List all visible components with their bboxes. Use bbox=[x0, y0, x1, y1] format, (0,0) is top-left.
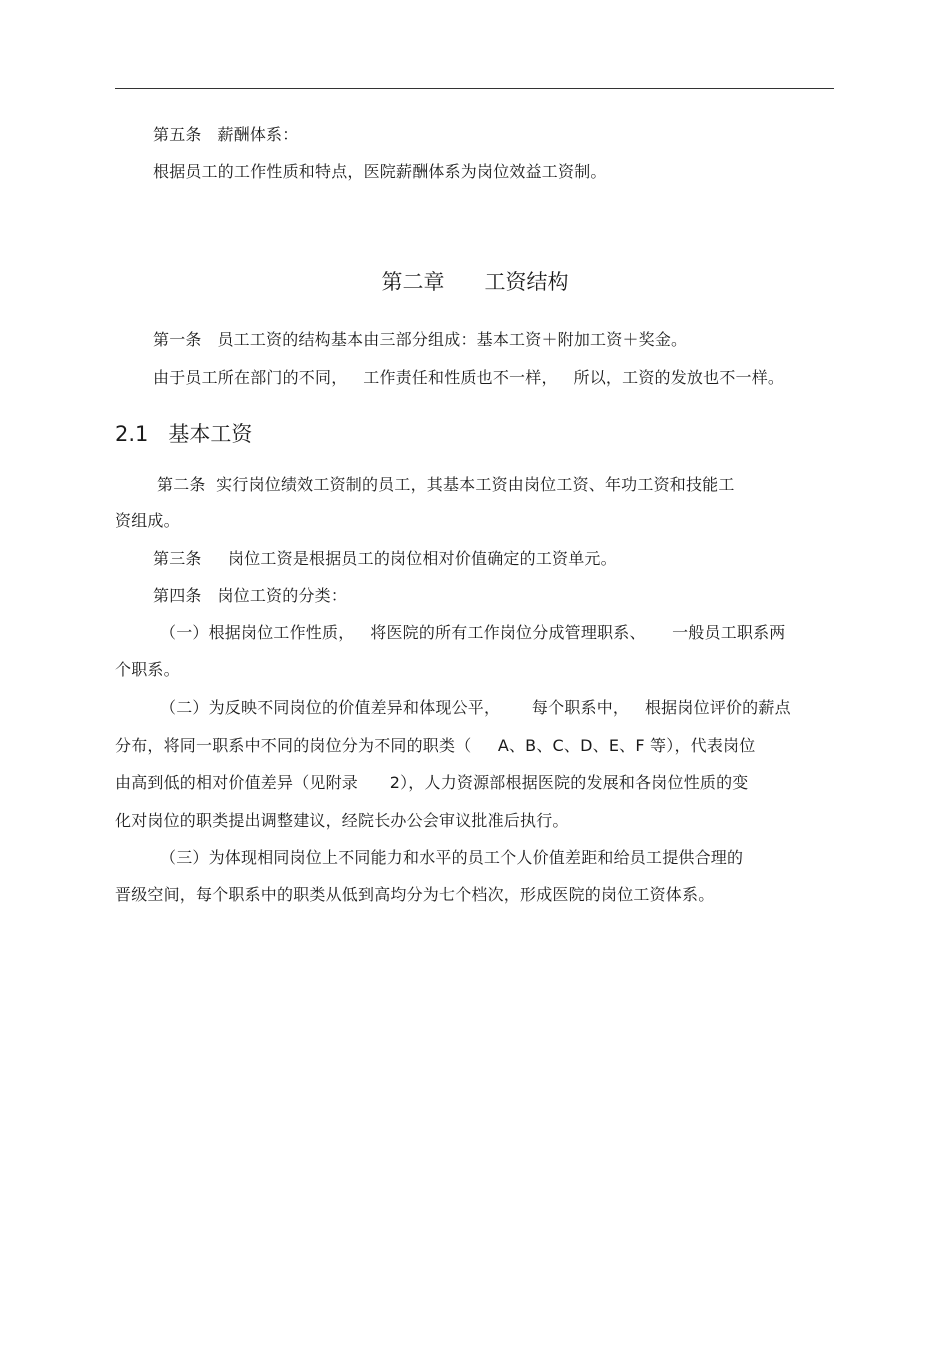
item-2-line-1: （二）为反映不同岗位的价值差异和体现公平， 每个职系中， 根据岗位评价的薪点 bbox=[160, 698, 791, 717]
item-3-line-2: 晋级空间，每个职系中的职类从低到高均分为七个档次，形成医院的岗位工资体系。 bbox=[115, 885, 715, 904]
article-5-heading: 第五条 薪酬体系： bbox=[153, 125, 299, 144]
chapter-title: 第二章 工资结构 bbox=[381, 270, 569, 294]
header-rule bbox=[115, 88, 834, 89]
article-2-line-2: 资组成。 bbox=[115, 511, 180, 530]
item-2-line-4: 化对岗位的职类提出调整建议，经院长办公会审议批准后执行。 bbox=[115, 811, 569, 830]
chapter-note: 由于员工所在部门的不同， 工作责任和性质也不一样， 所以，工资的发放也不一样。 bbox=[153, 368, 785, 387]
item-1-line-2: 个职系。 bbox=[115, 660, 180, 679]
article-1: 第一条 员工工资的结构基本由三部分组成：基本工资＋附加工资＋奖金。 bbox=[153, 330, 688, 349]
item-3-line-1: （三）为体现相同岗位上不同能力和水平的员工个人价值差距和给员工提供合理的 bbox=[160, 848, 744, 867]
item-2-line-2: 分布，将同一职系中不同的岗位分为不同的职类（ A、B、C、D、E、F 等），代表岗位 bbox=[115, 736, 756, 755]
article-2-line-1: 第二条 实行岗位绩效工资制的员工，其基本工资由岗位工资、年功工资和技能工 bbox=[157, 475, 735, 494]
section-title: 2.1 基本工资 bbox=[115, 422, 253, 446]
article-3: 第三条 岗位工资是根据员工的岗位相对价值确定的工资单元。 bbox=[153, 549, 617, 568]
item-2-line-3: 由高到低的相对价值差异（见附录 2），人力资源部根据医院的发展和各岗位性质的变 bbox=[115, 773, 749, 792]
article-5-body: 根据员工的工作性质和特点，医院薪酬体系为岗位效益工资制。 bbox=[153, 162, 607, 181]
item-1-line-1: （一）根据岗位工作性质， 将医院的所有工作岗位分成管理职系、 一般员工职系两 bbox=[160, 623, 786, 642]
article-4: 第四条 岗位工资的分类： bbox=[153, 586, 348, 605]
